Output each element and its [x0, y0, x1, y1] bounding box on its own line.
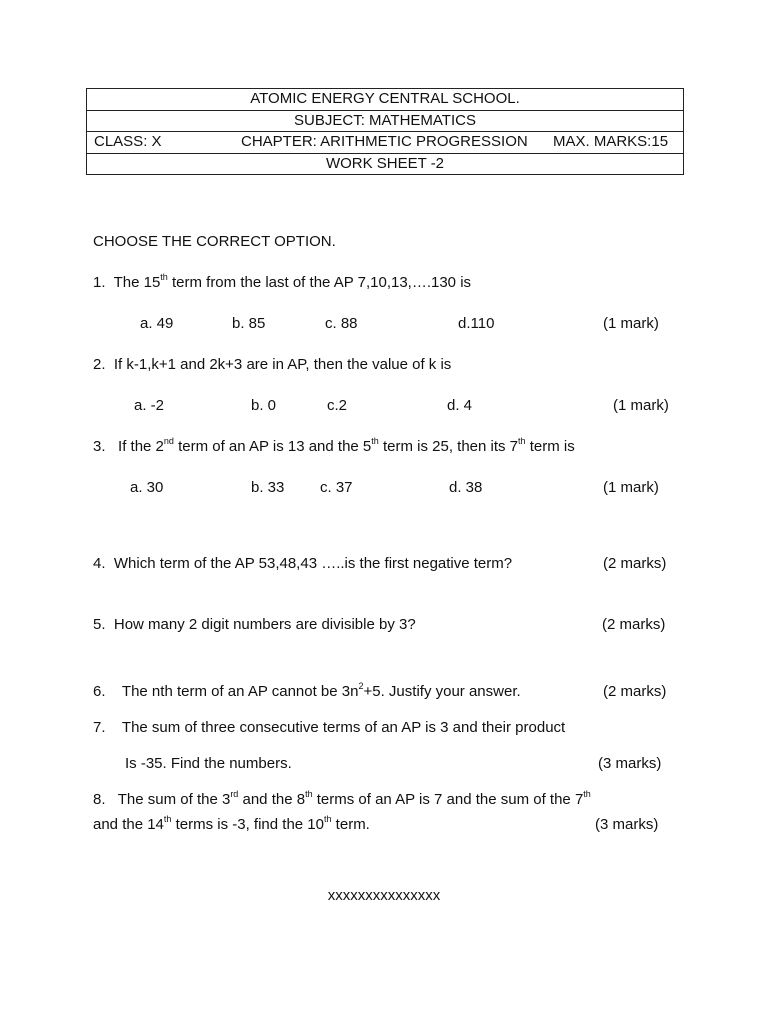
question-number: 5.	[93, 616, 106, 633]
question-number: 4.	[93, 555, 106, 572]
q1-option-a[interactable]: a. 49	[140, 315, 174, 332]
question-8-continued: and the 14th terms is -3, find the 10th term.	[93, 814, 370, 833]
instruction-text: CHOOSE THE CORRECT OPTION.	[93, 233, 336, 250]
question-8	[93, 791, 591, 808]
question-text: Which term of the AP 53,48,43 …..is the first negative term?	[113, 555, 513, 572]
q2-option-b[interactable]: b. 0	[251, 397, 277, 414]
question-number: 3.	[93, 438, 106, 455]
q3-option-c[interactable]: c. 37	[320, 479, 353, 496]
question-3	[93, 438, 575, 455]
class-label: CLASS: X	[94, 133, 162, 150]
question-text: The sum of the 3rd and the 8th terms of an AP is 7 and the sum of the 7th	[117, 789, 591, 808]
question-number: 8.	[93, 791, 106, 808]
question-text: If k-1,k+1 and 2k+3 are in AP, then the value of k is	[113, 356, 452, 373]
question-1	[93, 274, 471, 291]
max-marks-label: MAX. MARKS:15	[553, 133, 669, 150]
chapter-label: CHAPTER: ARITHMETIC PROGRESSION	[241, 133, 528, 150]
subject-label: SUBJECT: MATHEMATICS	[87, 110, 683, 132]
question-text: The 15th term from the last of the AP 7,10,13,….130 is	[113, 272, 472, 291]
q3-marks: (1 mark)	[603, 479, 659, 496]
class-chapter-row	[87, 131, 683, 153]
worksheet-label: WORK SHEET -2	[87, 153, 683, 175]
q3-option-b[interactable]: b. 33	[251, 479, 285, 496]
header-table	[86, 88, 684, 175]
question-number: 1.	[93, 274, 106, 291]
q2-marks: (1 mark)	[613, 397, 669, 414]
question-text: The nth term of an AP cannot be $3n^2+5$. Justify your answer.	[121, 681, 521, 700]
q2-option-c[interactable]: c.2	[327, 397, 348, 414]
q6-marks: (2 marks)	[603, 683, 667, 700]
q4-marks: (2 marks)	[603, 555, 667, 572]
question-text: The sum of three consecutive terms of an AP is 3 and their product	[121, 719, 566, 736]
q8-marks: (3 marks)	[595, 816, 659, 833]
question-text: How many 2 digit numbers are divisible by 3?	[113, 616, 416, 633]
question-number: 7.	[93, 719, 106, 736]
q1-option-b[interactable]: b. 85	[232, 315, 266, 332]
question-7-continued: Is -35. Find the numbers.	[125, 755, 292, 772]
question-4	[93, 555, 512, 572]
question-5	[93, 616, 416, 633]
q7-marks: (3 marks)	[598, 755, 662, 772]
question-number: 6.	[93, 683, 106, 700]
q2-option-d[interactable]: d. 4	[447, 397, 473, 414]
question-number: 2.	[93, 356, 106, 373]
q1-marks: (1 mark)	[603, 315, 659, 332]
question-7	[93, 719, 565, 736]
q2-option-a[interactable]: a. -2	[134, 397, 165, 414]
question-text: If the 2nd term of an AP is 13 and the 5th term is 25, then its 7th term is	[118, 436, 575, 455]
q5-marks: (2 marks)	[602, 616, 666, 633]
school-name: ATOMIC ENERGY CENTRAL SCHOOL.	[250, 90, 520, 107]
question-6	[93, 683, 521, 700]
q1-option-d[interactable]: d.110	[458, 315, 495, 332]
q1-option-c[interactable]: c. 88	[325, 315, 358, 332]
q3-option-d[interactable]: d. 38	[449, 479, 483, 496]
question-2	[93, 356, 451, 373]
footer-marker: xxxxxxxxxxxxxxx	[327, 887, 441, 904]
q3-option-a[interactable]: a. 30	[130, 479, 164, 496]
